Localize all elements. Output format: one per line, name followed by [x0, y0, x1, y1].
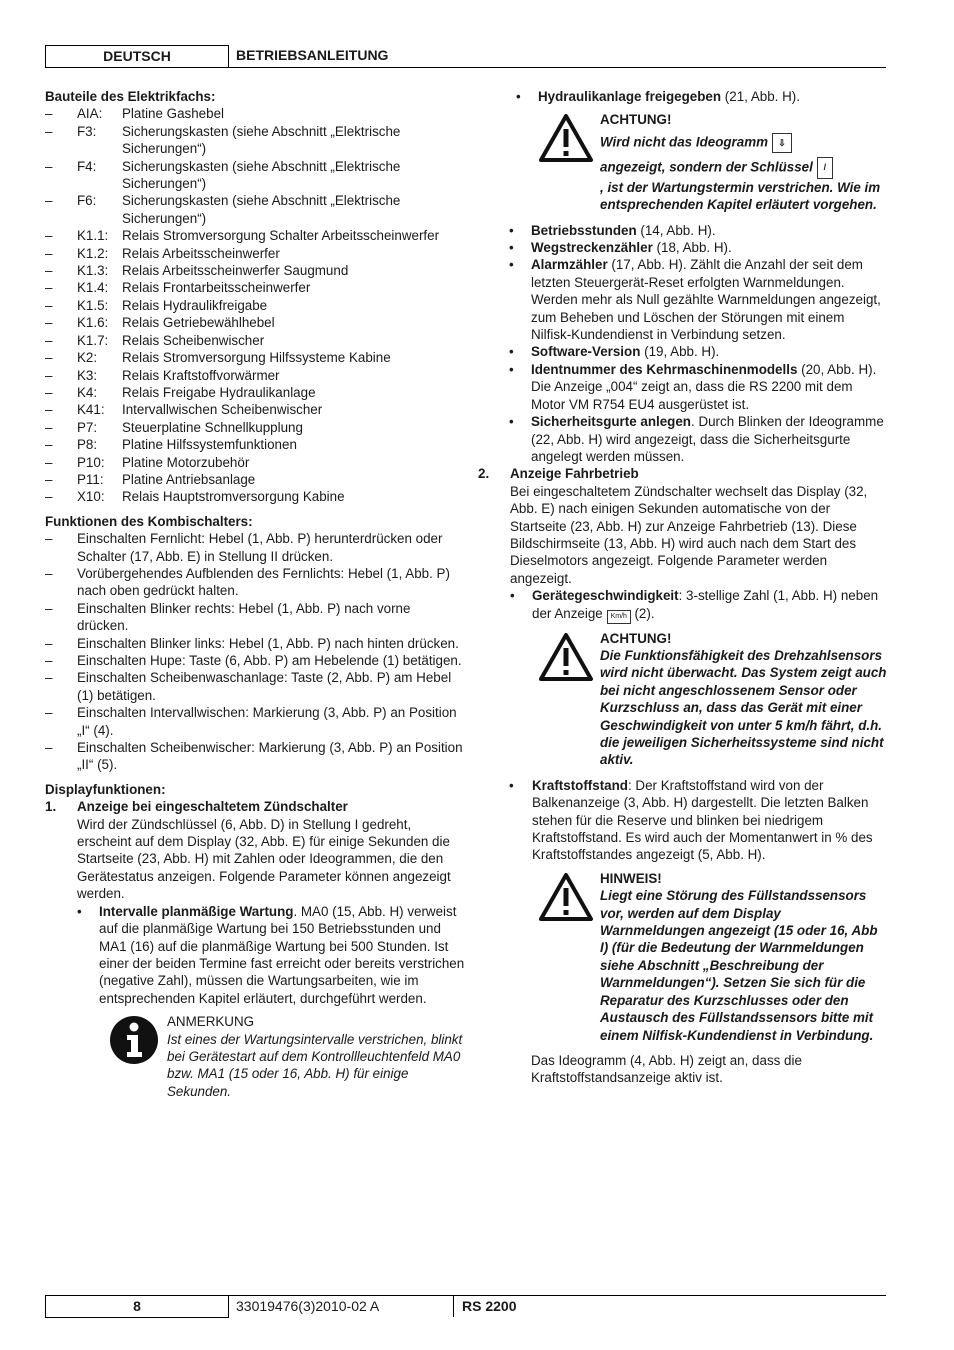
component-item: [45, 332, 465, 349]
component-code: – K1.4:: [77, 280, 109, 296]
info-note: [99, 1013, 465, 1100]
ideogram-text: Das Ideogramm (4, Abb. H) zeigt an, dass die Kraftstoffstandsanzeige aktiv ist.: [531, 1052, 802, 1086]
component-text: Relais Stromversorgung Hilfssysteme Kabine: [122, 350, 391, 366]
maintenance-text: . MA0 (15, Abb. H) verweist auf die planmäßige Wartung bei 150 Betriebsstunden und MA1 (16) auf die planmäßige Wartung bei 500 Stunden. Ist einer der beiden Termine fast erreicht oder bereits verstrichen (negative Zahl), müssen die Wartungsarbeiten, wie im entsprechenden Kapitel erläutert, durchgeführt werden.: [99, 903, 465, 1006]
component-item: [45, 297, 465, 314]
right-column: [478, 88, 888, 1087]
component-text: Relais Hydraulikfreigabe: [122, 297, 268, 313]
component-item: [45, 349, 465, 366]
step-1: [45, 798, 465, 1100]
component-code: – F3:: [77, 123, 97, 139]
fuel-item: • Kraftstoffstand: Der Kraftstoffstand wird von der Balkenanzeige (3, Abb. H) dargestellt. Die letzten Balken stehen für die Reserve und blinken bei niedrigem Kraftstoffstand. Es wird auch der Momentanwert in % des Kraftstoffstandes angezeigt (5, Abb. H).: [509, 777, 873, 863]
status-item-text: (14, Abb. H).: [636, 222, 716, 238]
page-header: [45, 45, 886, 68]
component-text: Sicherungskasten (siehe Abschnitt „Elektrische Sicherungen“): [122, 193, 401, 226]
speed-end: (2).: [630, 605, 655, 621]
component-item: [45, 401, 465, 418]
wrench-icon: /: [817, 157, 833, 179]
components-heading: Bauteile des Elektrikfachs:: [45, 89, 216, 104]
component-code: – K1.5:: [77, 297, 109, 313]
component-text: Platine Motorzubehör: [122, 454, 250, 470]
hydraulik-text: (21, Abb. H).: [721, 89, 800, 104]
hydraulik-item: • Hydraulikanlage freigegeben (21, Abb. H).: [516, 89, 800, 104]
component-item: [45, 488, 465, 505]
component-item: [45, 384, 465, 401]
component-code: – K1.6:: [77, 315, 109, 331]
component-item: [45, 436, 465, 453]
speed-item: • Gerätegeschwindigkeit: 3-stellige Zahl (1, Abb. H) neben der Anzeige Km/h (2).: [510, 587, 888, 623]
fuel-text: : Der Kraftstoffstand wird von der Balkenanzeige (3, Abb. H) dargestellt. Die letzten Balken stehen für die Reserve und blinken bei niedrigem Kraftstoffstand. Es wird auch der Momentanwert in % des Kraftstoffstandes angezeigt (5, Abb. H).: [532, 777, 873, 863]
warning-2-title: ACHTUNG!: [600, 630, 672, 646]
status-item-bold: Identnummer des Kehrmaschinenmodells: [531, 361, 798, 377]
status-item-text: (18, Abb. H).: [652, 240, 732, 256]
kmh-icon: Km/h: [607, 610, 631, 624]
component-item: [45, 105, 465, 122]
info-note-title: ANMERKUNG: [167, 1014, 255, 1030]
info-note-text: Ist eines der Wartungsintervalle verstrichen, blinkt bei Gerätestart auf dem Kontrollleuchtenfeld MA0 bzw. MA1 (15 oder 16, Abb. H) für einige Sekunden.: [167, 1031, 463, 1099]
combi-heading: Funktionen des Kombischalters:: [45, 513, 253, 529]
combi-item: – Einschalten Hupe: Taste (6, Abb. P) am Hebelende (1) betätigen.: [45, 652, 465, 669]
status-item-text: (17, Abb. H). Zählt die Anzahl der seit dem letzten Steuergerät-Reset erfolgten Warnmeldungen. Werden mehr als Null gezählte Warnmeldungen angezeigt, zum Beheben und Löschen der Störungen mit einem Nilfisk-Kundendienst in Verbindung setzen.: [531, 257, 881, 343]
page-footer: [45, 1295, 886, 1318]
combi-list: [45, 530, 465, 774]
header-title: BETRIEBSANLEITUNG: [236, 47, 389, 63]
component-item: [45, 419, 465, 436]
page-number: 8: [45, 1296, 229, 1318]
component-code: – K1.1:: [77, 228, 109, 244]
header-language: DEUTSCH: [45, 45, 229, 67]
component-text: Relais Arbeitsscheinwerfer Saugmund: [122, 263, 349, 279]
warning-icon: [538, 632, 594, 686]
warning-note-1: [510, 111, 888, 213]
component-code: – P7:: [77, 419, 98, 435]
warning-icon: [538, 113, 594, 167]
hint-text: Liegt eine Störung des Füllstandssensors vor, werden auf dem Display Warnmeldungen angezeigt (15 oder 16, Abb I) (für die Bedeutung der Warnmeldungen siehe Abschnitt „Beschreibung der Warnmeldungen“). Setzen Sie sich für die Reparatur des Kurzschlusses oder den Austausch des Füllstandssensors bitte mit einem Nilfisk-Kundendienst in Verbindung.: [600, 888, 878, 1043]
status-item: • Betriebsstunden (14, Abb. H).: [509, 222, 716, 238]
component-code: – K41:: [77, 402, 105, 418]
maintenance-ideogram-icon: ⇩: [772, 133, 792, 153]
speed-bold: Gerätegeschwindigkeit: [532, 588, 679, 604]
warning-1-text-a: Wird nicht das Ideogramm: [600, 134, 769, 150]
status-items: [509, 222, 888, 466]
component-code: – X10:: [77, 489, 105, 505]
warning-icon: [538, 872, 594, 926]
component-text: Platine Hilfssystemfunktionen: [122, 437, 297, 453]
warning-2-text: Die Funktionsfähigkeit des Drehzahlsensors wird nicht überwacht. Das System zeigt auch bei nicht angeschlossenem Sensor oder Kurzschluss an, dass das Gerät mit einer Geschwindigkeit von unter 5 km/h fährt, d.h. die jeweiligen Sicherheitssysteme sind nicht aktiv.: [600, 647, 887, 768]
status-item-bold: Alarmzähler: [531, 257, 608, 273]
document-number: 33019476(3)2010-02 A: [236, 1298, 380, 1314]
status-item-bold: Wegstreckenzähler: [531, 240, 653, 256]
component-text: Relais Hauptstromversorgung Kabine: [122, 489, 345, 505]
component-text: Steuerplatine Schnellkupplung: [122, 419, 303, 435]
component-item: [45, 367, 465, 384]
component-item: [45, 192, 465, 227]
left-column: [45, 88, 465, 1108]
step-2-number: 2.: [478, 466, 490, 482]
component-code: – K4:: [77, 384, 98, 400]
component-text: Intervallwischen Scheibenwischer: [122, 402, 323, 418]
component-item: [45, 123, 465, 158]
component-code: – P10:: [77, 454, 105, 470]
component-text: Relais Stromversorgung Schalter Arbeitsscheinwerfer: [122, 228, 440, 244]
component-text: Relais Scheibenwischer: [122, 332, 265, 348]
fuel-bold: Kraftstoffstand: [532, 777, 628, 793]
step-2: [478, 465, 888, 623]
hydraulik-bold: Hydraulikanlage freigegeben: [538, 89, 722, 104]
component-code: – F6:: [77, 193, 97, 209]
component-item: [45, 158, 465, 193]
info-icon: [109, 1015, 159, 1069]
component-item: [45, 227, 465, 244]
combi-item: – Einschalten Fernlicht: Hebel (1, Abb. P) herunterdrücken oder Schalter (17, Abb. E) in Stellung II drücken.: [45, 530, 465, 565]
status-item-text: (19, Abb. H).: [640, 344, 720, 360]
status-item: • Wegstreckenzähler (18, Abb. H).: [509, 240, 732, 256]
component-code: – K2:: [77, 350, 98, 366]
status-item: • Identnummer des Kehrmaschinenmodells (20, Abb. H). Die Anzeige „004“ zeigt an, dass die RS 2200 mit dem Motor VM R754 EU4 ausgerüstet ist.: [509, 361, 877, 412]
warning-note-2: [510, 630, 888, 769]
status-item: • Software-Version (19, Abb. H).: [509, 344, 720, 360]
component-text: Relais Arbeitsscheinwerfer: [122, 245, 280, 261]
status-item-bold: Betriebsstunden: [531, 222, 637, 238]
status-item-text: (20, Abb. H). Die Anzeige „004“ zeigt an, dass die RS 2200 mit dem Motor VM R754 EU4 ausgerüstet ist.: [531, 361, 877, 412]
speed-text: : 3-stellige Zahl (1, Abb. H) neben der Anzeige: [532, 588, 879, 621]
component-code: – P11:: [77, 471, 104, 487]
model-name: RS 2200: [453, 1296, 516, 1317]
step-1-title: Anzeige bei eingeschaltetem Zündschalter: [77, 799, 348, 815]
component-item: [45, 262, 465, 279]
component-text: Sicherungskasten (siehe Abschnitt „Elektrische Sicherungen“): [122, 123, 401, 157]
component-text: Relais Frontarbeitsscheinwerfer: [122, 280, 311, 296]
component-text: Platine Gashebel: [122, 106, 224, 122]
component-code: – K1.7:: [77, 332, 109, 348]
component-code: – F4:: [77, 158, 97, 174]
status-item: • Alarmzähler (17, Abb. H). Zählt die Anzahl der seit dem letzten Steuergerät-Reset erfolgten Warnmeldungen. Werden mehr als Null gezählte Warnmeldungen angezeigt, zum Beheben und Löschen der Störungen mit einem Nilfisk-Kundendienst in Verbindung setzen.: [509, 257, 881, 343]
component-item: [45, 245, 465, 262]
component-item: [45, 454, 465, 471]
component-item: [45, 279, 465, 296]
component-text: Sicherungskasten (siehe Abschnitt „Elektrische Sicherungen“): [122, 158, 401, 192]
step-1-text: Wird der Zündschlüssel (6, Abb. D) in Stellung I gedreht, erscheint auf dem Display (32, Abb. E) für einige Sekunden die Startseite (23, Abb. H) mit Zahlen oder Ideogrammen, die den Gerätestatus anzeigen. Folgende Parameter können angezeigt werden.: [77, 816, 451, 902]
component-item: [45, 471, 465, 488]
status-item-bold: Software-Version: [531, 344, 641, 360]
combi-item: – Einschalten Intervallwischen: Markierung (3, Abb. P) an Position „I“ (4).: [45, 704, 465, 739]
warning-1-text-b: angezeigt, sondern der Schlüssel: [600, 159, 813, 175]
step-2-text: Bei eingeschaltetem Zündschalter wechselt das Display (32, Abb. E) nach einigen Sekunden automatische von der Startseite (23, Abb. H) zur Anzeige Fahrbetrieb (13). Diese Bildschirmseite (13, Abb. H) wird auch nach dem Start des Dieselmotors angezeigt. Folgende Parameter werden angezeigt.: [510, 483, 868, 586]
component-code: – P8:: [77, 437, 98, 453]
step-2-title: Anzeige Fahrbetrieb: [510, 466, 639, 482]
component-code: – K3:: [77, 367, 98, 383]
component-text: Relais Freigabe Hydraulikanlage: [122, 384, 316, 400]
hint-note: [510, 870, 888, 1044]
status-item-text: . Durch Blinken der Ideogramme (22, Abb. H) wird angezeigt, dass die Sicherheitsgurte angelegt werden müssen.: [531, 414, 884, 464]
combi-item: – Einschalten Scheibenwaschanlage: Taste (2, Abb. P) am Hebel (1) betätigen.: [45, 669, 465, 704]
hint-title: HINWEIS!: [600, 870, 662, 886]
components-list: [45, 105, 465, 505]
combi-item: – Einschalten Blinker links: Hebel (1, Abb. P) nach hinten drücken.: [45, 635, 465, 652]
component-item: [45, 314, 465, 331]
component-code: – K1.2:: [77, 245, 109, 261]
display-heading: Displayfunktionen:: [45, 781, 166, 797]
component-text: Relais Kraftstoffvorwärmer: [122, 367, 280, 383]
combi-item: – Vorübergehendes Aufblenden des Fernlichts: Hebel (1, Abb. P) nach oben gedrückt halten.: [45, 565, 465, 600]
warning-1-title: ACHTUNG!: [600, 112, 672, 128]
component-code: – K1.3:: [77, 263, 109, 279]
component-code: – AIA:: [77, 106, 103, 122]
combi-item: – Einschalten Blinker rechts: Hebel (1, Abb. P) nach vorne drücken.: [45, 600, 465, 635]
component-text: Relais Getriebewählhebel: [122, 315, 275, 331]
maintenance-bold: Intervalle planmäßige Wartung: [99, 903, 294, 919]
status-item: • Sicherheitsgurte anlegen. Durch Blinken der Ideogramme (22, Abb. H) wird angezeigt, dass die Sicherheitsgurte angelegt werden müssen.: [509, 414, 884, 464]
component-text: Platine Antriebsanlage: [122, 471, 256, 487]
status-item-bold: Sicherheitsgurte anlegen: [531, 414, 691, 430]
step-1-number: 1.: [45, 799, 57, 815]
warning-1-text-c: , ist der Wartungstermin verstrichen. Wie im entsprechenden Kapitel erläutert vorgehen.: [600, 179, 881, 213]
maintenance-item: • Intervalle planmäßige Wartung. MA0 (15, Abb. H) verweist auf die planmäßige Wartung bei 150 Betriebsstunden und MA1 (16) auf die planmäßige Wartung bei 500 Stunden. Ist einer der beiden Termine fast erreicht oder bereits verstrichen (negative Zahl), müssen die Wartungsarbeiten, wie im entsprechenden Kapitel erläutert, durchgeführt werden.: [77, 903, 465, 1006]
combi-item: – Einschalten Scheibenwischer: Markierung (3, Abb. P) an Position „II“ (5).: [45, 739, 465, 774]
